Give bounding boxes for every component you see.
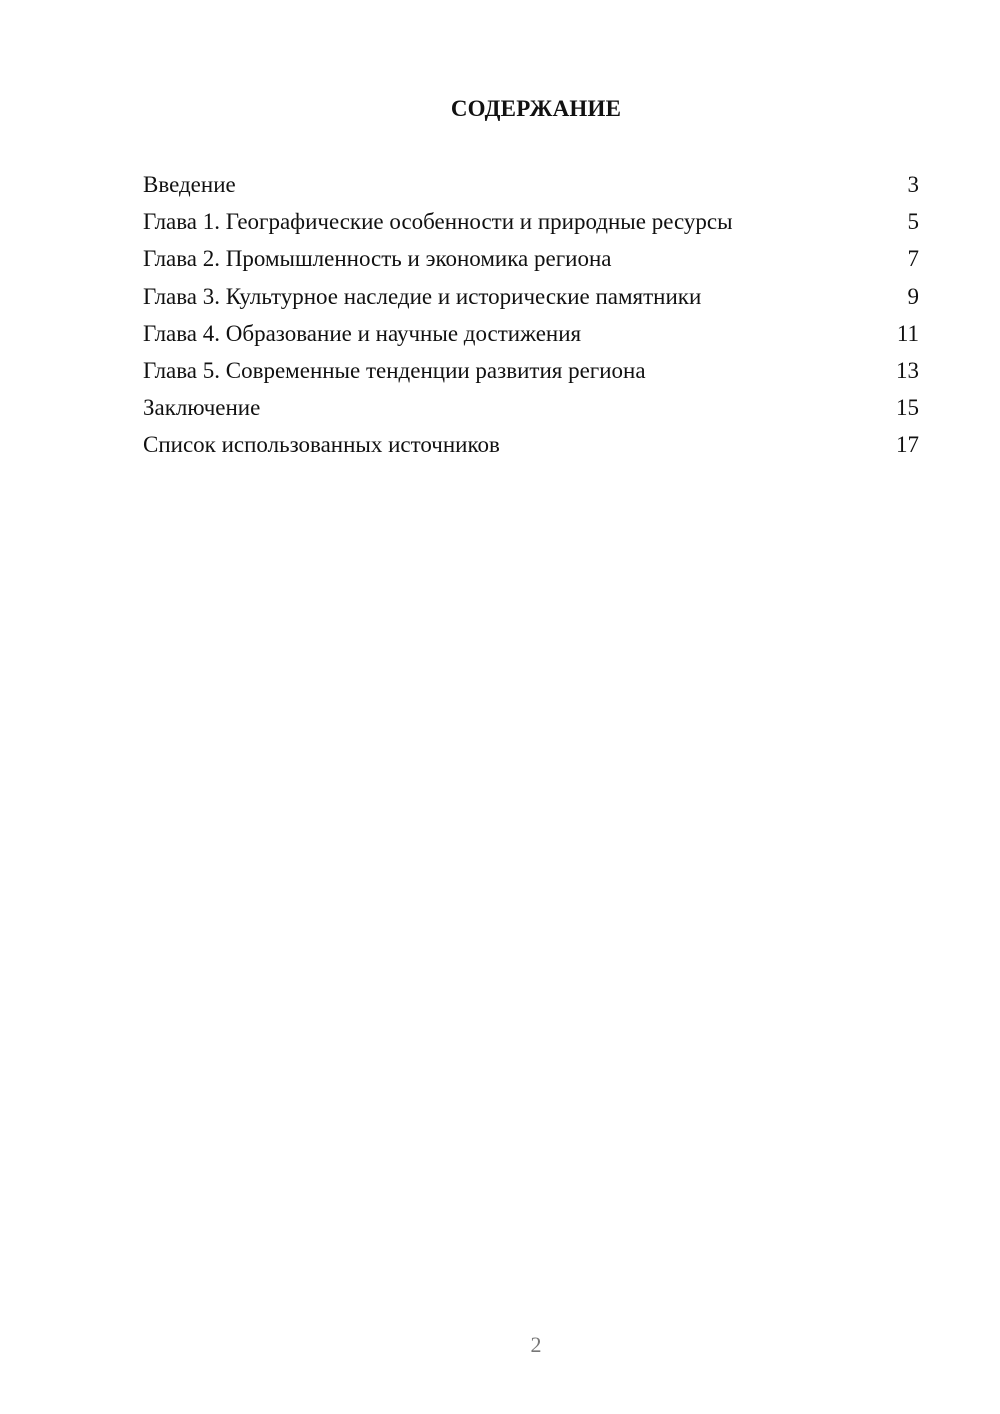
toc-item-page: 5: [907, 209, 919, 235]
toc-item[interactable]: [143, 392, 919, 429]
toc-item-label: Глава 5. Современные тенденции развития региона: [143, 357, 646, 383]
toc-item-label: Глава 4. Образование и научные достижения: [143, 320, 582, 346]
toc-item-page: 17: [896, 432, 919, 458]
toc-item[interactable]: [143, 206, 919, 243]
toc-item-page: 7: [907, 246, 919, 272]
toc-item[interactable]: [143, 355, 919, 392]
toc-item-page: 3: [907, 172, 919, 197]
toc-item-label: Глава 2. Промышленность и экономика региона: [143, 246, 612, 272]
table-of-contents: [143, 169, 919, 467]
toc-item[interactable]: [143, 169, 919, 206]
toc-item-page: 11: [896, 320, 919, 346]
toc-item-label: Глава 1. Географические особенности и природные ресурсы: [143, 209, 733, 235]
page-number: 2: [530, 1332, 542, 1357]
toc-item-page: 9: [907, 283, 919, 309]
toc-item-label: Глава 3. Культурное наследие и исторические памятники: [143, 283, 702, 309]
toc-item[interactable]: [143, 281, 919, 318]
toc-item-page: 15: [896, 395, 919, 421]
toc-item-label: Список использованных источников: [143, 432, 500, 458]
toc-title: СОДЕРЖАНИЕ: [450, 96, 622, 121]
toc-item-label: Заключение: [143, 395, 261, 421]
toc-item-label: Введение: [143, 172, 236, 197]
toc-item[interactable]: [143, 429, 919, 466]
toc-item[interactable]: [143, 318, 919, 355]
toc-item[interactable]: [143, 243, 919, 280]
toc-item-page: 13: [896, 357, 919, 383]
